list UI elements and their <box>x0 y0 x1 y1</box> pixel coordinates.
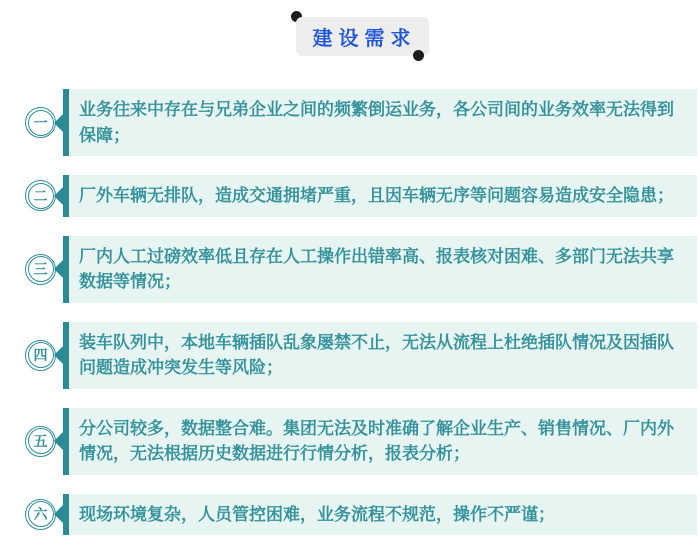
left-arrow-icon <box>54 259 64 279</box>
requirement-item-4 <box>25 322 700 389</box>
item-number-badge <box>25 499 56 530</box>
item-text: 厂外车辆无排队，造成交通拥堵严重，且因车辆无序等问题容易造成安全隐患； <box>79 186 674 205</box>
left-arrow-icon <box>54 186 64 206</box>
item-number: 四 <box>33 347 48 363</box>
item-text-panel <box>63 89 697 156</box>
item-text: 业务往来中存在与兄弟企业之间的频繁倒运业务，各公司间的业务效率无法得到保障； <box>79 100 674 145</box>
left-arrow-icon <box>54 431 64 451</box>
item-text: 分公司较多，数据整合难。集团无法及时准确了解企业生产、销售情况、厂内外情况，无法根据历史数据进行行情分析，报表分析； <box>79 418 674 463</box>
requirement-item-2 <box>25 175 700 217</box>
item-number: 五 <box>33 433 48 449</box>
item-number: 二 <box>33 187 48 204</box>
item-number: 三 <box>33 261 48 277</box>
item-number-badge <box>25 426 56 457</box>
item-text: 厂内人工过磅效率低且存在人工操作出错率高、报表核对困难、多部门无法共享数据等情况； <box>79 246 674 291</box>
decor-dot-bottom-right-icon <box>413 50 424 61</box>
item-number: 一 <box>33 114 48 131</box>
item-number-badge <box>25 340 56 371</box>
item-number-badge <box>25 107 56 138</box>
item-number: 六 <box>33 506 48 523</box>
left-arrow-icon <box>54 504 64 524</box>
requirement-item-5 <box>25 408 700 475</box>
left-arrow-icon <box>54 345 64 365</box>
item-text: 现场环境复杂，人员管控困难，业务流程不规范，操作不严谨； <box>79 504 555 524</box>
item-text-panel <box>63 236 697 303</box>
requirement-item-6 <box>25 494 700 536</box>
item-number-badge <box>25 180 56 211</box>
item-text-panel <box>63 322 697 389</box>
page-title: 建设需求 <box>296 17 429 56</box>
item-text-panel <box>63 175 697 217</box>
title-badge-wrap <box>296 17 429 56</box>
item-text-panel <box>63 408 697 475</box>
item-text: 装车队列中，本地车辆插队乱象屡禁不止，无法从流程上杜绝插队情况及因插队问题造成冲突发生等风险； <box>79 332 674 377</box>
left-arrow-icon <box>54 113 64 133</box>
requirement-item-1 <box>25 89 700 156</box>
item-number-badge <box>25 254 56 285</box>
requirement-item-3 <box>25 236 700 303</box>
requirements-list <box>0 89 700 535</box>
item-text-panel <box>63 494 697 536</box>
